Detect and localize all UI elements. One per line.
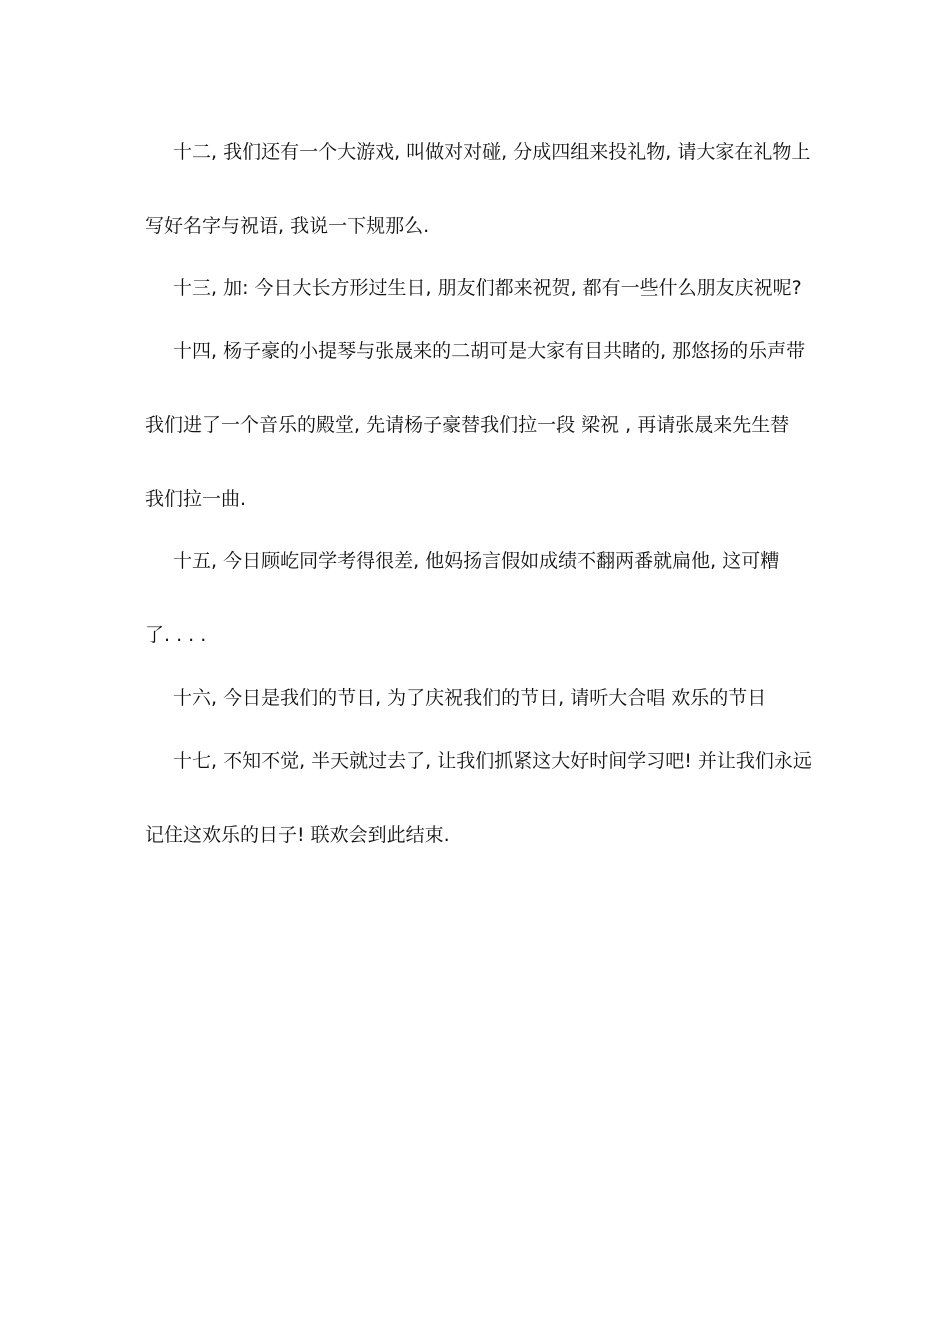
paragraph-17-line-1: 十七, 不知不觉, 半天就过去了, 让我们抓紧这大好时间学习吧! 并让我们永远 xyxy=(173,750,812,772)
paragraph-13-line-1: 十三, 加: 今日大长方形过生日, 朋友们都来祝贺, 都有一些什么朋友庆祝呢? xyxy=(173,277,802,299)
paragraph-15-line-2: 了. . . . xyxy=(145,624,207,646)
paragraph-14-line-2: 我们进了一个音乐的殿堂, 先请杨子豪替我们拉一段 梁祝 , 再请张晟来先生替 xyxy=(145,414,790,436)
paragraph-17-line-2: 记住这欢乐的日子! 联欢会到此结束. xyxy=(145,824,450,846)
paragraph-16-line-1: 十六, 今日是我们的节日, 为了庆祝我们的节日, 请听大合唱 欢乐的节日 xyxy=(173,687,767,709)
paragraph-14-line-1: 十四, 杨子豪的小提琴与张晟来的二胡可是大家有目共睹的, 那悠扬的乐声带 xyxy=(173,340,806,362)
paragraph-15-line-1: 十五, 今日顾屹同学考得很差, 他妈扬言假如成绩不翻两番就扁他, 这可糟 xyxy=(173,550,780,572)
paragraph-14-line-3: 我们拉一曲. xyxy=(145,488,247,510)
paragraph-12-line-1: 十二, 我们还有一个大游戏, 叫做对对碰, 分成四组来投礼物, 请大家在礼物上 xyxy=(173,141,811,163)
paragraph-12-line-2: 写好名字与祝语, 我说一下规那么. xyxy=(145,215,430,237)
